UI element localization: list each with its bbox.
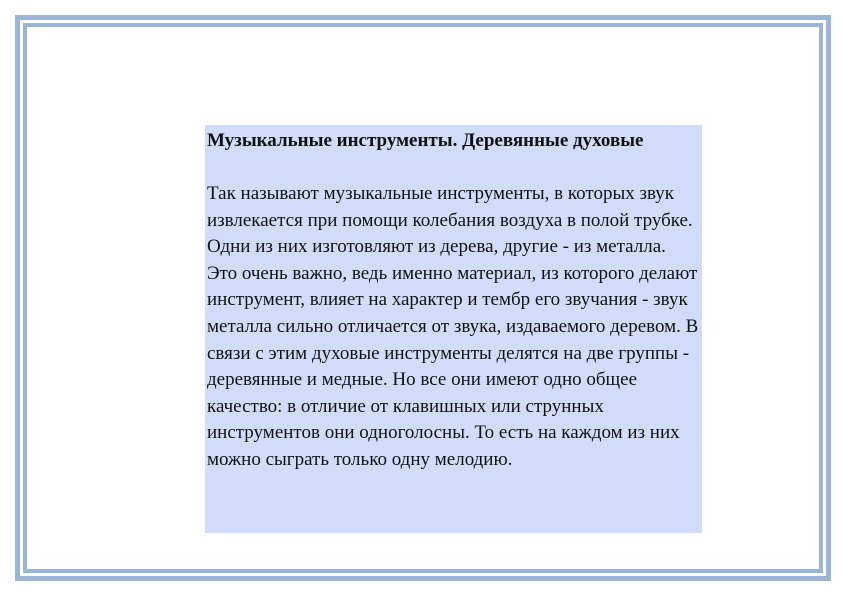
slide-body-text: Так называют музыкальные инструменты, в которых звук извлекается при помощи колебания воздуха в полой трубке. Одни из них изготовляют из дерева, другие - из металла. Это очень важно, ведь именно материал, из которого делают инструмент, влияет на характер и тембр его звучания - звук металла сильно отличается от звука, издаваемого деревом. В связи с этим духовые инструменты делятся на две группы - деревянные и медные. Но все они имеют одно общее качество: в отличие от клавишных или струнных инструментов они одноголосны. То есть на каждом из них можно сыграть только одну мелодию. [207, 183, 699, 470]
text-box [205, 125, 702, 533]
slide-title: Музыкальные инструменты. Деревянные духовые [207, 130, 644, 151]
title-spacer [207, 154, 700, 181]
